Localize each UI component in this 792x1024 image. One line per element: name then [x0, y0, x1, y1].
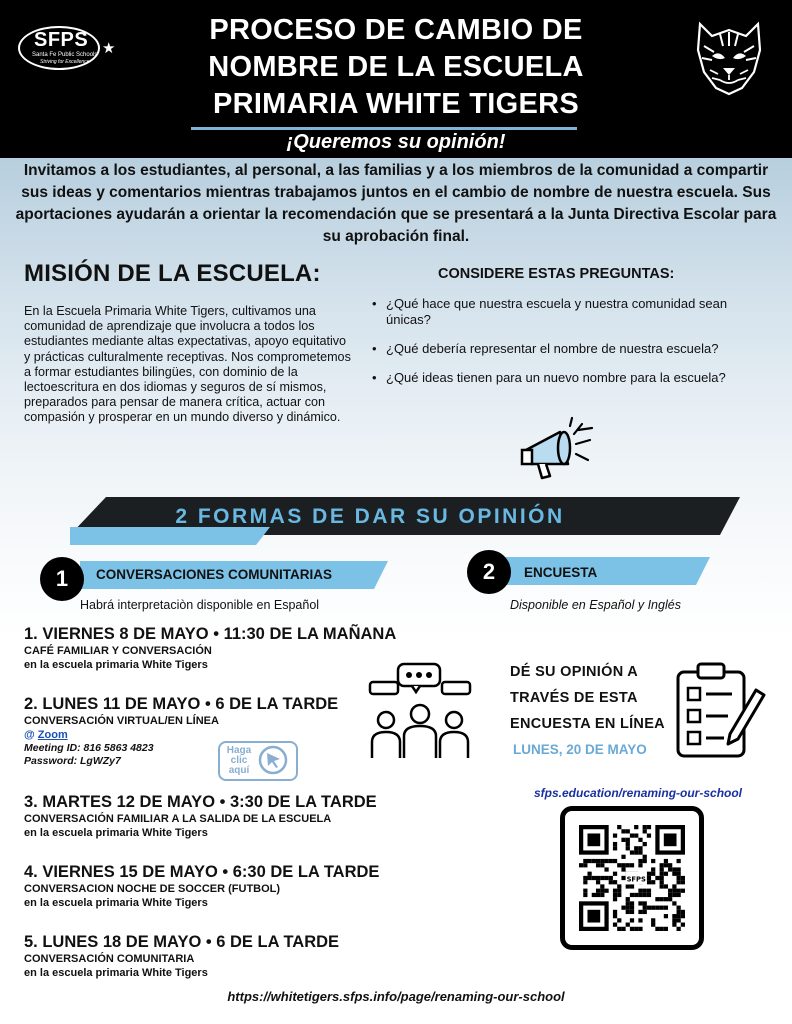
event-location: en la escuela primaria White Tigers — [24, 897, 208, 909]
logo-tagline: Striving for Excellence — [40, 59, 90, 65]
event-subtitle: CONVERSACION NOCHE DE SOCCER (FUTBOL) — [24, 883, 281, 895]
zoom-prefix: @ — [24, 729, 38, 741]
event-title: 5. LUNES 18 DE MAYO • 6 DE LA TARDE — [24, 933, 340, 951]
survey-call-to-action — [510, 659, 665, 737]
page-title — [150, 12, 642, 123]
event-4 — [24, 862, 379, 910]
event-1 — [24, 624, 396, 672]
click-here-line: aquí — [228, 765, 250, 776]
event-subtitle: CONVERSACIÓN COMUNITARIA — [24, 953, 195, 965]
event-subtitle: CAFÉ FAMILIAR Y CONVERSACIÓN — [24, 645, 212, 657]
event-3 — [24, 792, 377, 840]
event-title: 2. LUNES 11 DE MAYO • 6 DE LA TARDE — [24, 695, 339, 713]
title-line-1: PROCESO DE CAMBIO DE — [209, 14, 583, 46]
title-divider — [191, 127, 577, 130]
questions-heading: CONSIDERE ESTAS PREGUNTAS: — [438, 266, 675, 282]
survey-languages-note: Disponible en Español y Inglés — [510, 598, 681, 612]
questions-list — [372, 296, 772, 399]
tagline: ¡Queremos su opinión! — [286, 131, 506, 153]
survey-line: ENCUESTA EN LÍNEA — [510, 716, 665, 732]
question-item: • ¿Qué debería representar el nombre de nuestra escuela? — [372, 341, 772, 357]
meeting-id: Meeting ID: 816 5863 4823 — [24, 742, 154, 754]
zoom-link[interactable]: Zoom — [37, 729, 68, 741]
question-item: • ¿Qué hace que nuestra escuela y nuestra comunidad sean únicas? — [372, 296, 772, 328]
tiger-head-icon — [690, 16, 768, 96]
survey-line: DÉ SU OPINIÓN A — [510, 664, 639, 680]
event-title: 4. VIERNES 15 DE MAYO • 6:30 DE LA TARDE — [24, 863, 380, 881]
title-line-2: NOMBRE DE LA ESCUELA — [208, 51, 584, 83]
mission-heading: MISIÓN DE LA ESCUELA: — [24, 260, 321, 287]
header-banner — [0, 0, 792, 158]
step-2-badge: 2 — [467, 550, 511, 594]
sfps-logo[interactable] — [18, 26, 120, 74]
title-line-3: PRIMARIA WHITE TIGERS — [212, 88, 580, 120]
zoom-line — [24, 728, 338, 742]
cursor-click-icon — [258, 745, 288, 775]
qr-center-text: SFPS — [626, 875, 646, 884]
click-here-label — [224, 746, 254, 776]
mission-text: En la Escuela Primaria White Tigers, cultivamos una comunidad de aprendizaje que involucra a todos los estudiantes mediante altas expectativas, apoyo equitativo y prácticas culturalmente receptivas. Nos comprometemos a formar estudiantes bilingües, con dominio de la lectoescritura en dos idiomas y seguros de sí mismos, preparados para pensar de manera crítica, actuar con compasión y prosperar en un mundo diverso y dinámico. — [24, 304, 351, 425]
click-here-line: clic — [230, 755, 248, 766]
meeting-password: Password: LgWZy7 — [24, 755, 121, 767]
megaphone-icon — [516, 416, 596, 482]
step-1-badge: 1 — [40, 557, 84, 601]
qr-code[interactable] — [560, 806, 704, 950]
star-icon: ★ — [102, 40, 116, 57]
event-title: 1. VIERNES 8 DE MAYO • 11:30 DE LA MAÑANA — [24, 625, 397, 643]
event-title: 3. MARTES 12 DE MAYO • 3:30 DE LA TARDE — [24, 793, 377, 811]
survey-label: ENCUESTA — [524, 565, 598, 580]
conversations-label: CONVERSACIONES COMUNITARIAS — [96, 567, 333, 582]
logo-text: SFPS — [34, 29, 89, 51]
event-location: en la escuela primaria White Tigers — [24, 659, 208, 671]
survey-line: TRAVÉS DE ESTA — [510, 690, 638, 706]
event-subtitle: CONVERSACIÓN FAMILIAR A LA SALIDA DE LA ESCUELA — [24, 813, 332, 825]
event-subtitle: CONVERSACIÓN VIRTUAL/EN LÍNEA — [24, 715, 219, 727]
survey-url[interactable]: sfps.education/renaming-our-school — [534, 786, 743, 800]
group-chat-icon — [368, 662, 472, 762]
footer-url[interactable]: https://whitetigers.sfps.info/page/renaming-our-school — [227, 989, 565, 1004]
question-item: • ¿Qué ideas tienen para un nuevo nombre para la escuela? — [372, 370, 772, 386]
click-here-button[interactable] — [218, 741, 298, 781]
click-here-line: Haga — [226, 745, 252, 756]
event-5 — [24, 932, 339, 980]
event-location: en la escuela primaria White Tigers — [24, 967, 208, 979]
qr-code-pattern — [579, 825, 685, 931]
logo-subtitle: Santa Fe Public Schools — [32, 52, 98, 58]
ways-heading: 2 FORMAS DE DAR SU OPINIÓN — [175, 505, 565, 528]
interpretation-note: Habrá interpretaciòn disponible en Español — [80, 598, 320, 612]
intro-paragraph: Invitamos a los estudiantes, al personal, a las familias y a los miembros de la comunidad a compartir sus ideas y comentarios mientras trabajamos juntos en el cambio de nombre de nuestra escuela. Sus aportaciones ayudarán a orientar la recomendación que se presentará a la Junta Directiva Escolar para su aprobación final. — [15, 162, 777, 245]
event-location: en la escuela primaria White Tigers — [24, 827, 208, 839]
clipboard-checklist-icon — [672, 660, 768, 760]
survey-deadline: LUNES, 20 DE MAYO — [513, 742, 647, 757]
